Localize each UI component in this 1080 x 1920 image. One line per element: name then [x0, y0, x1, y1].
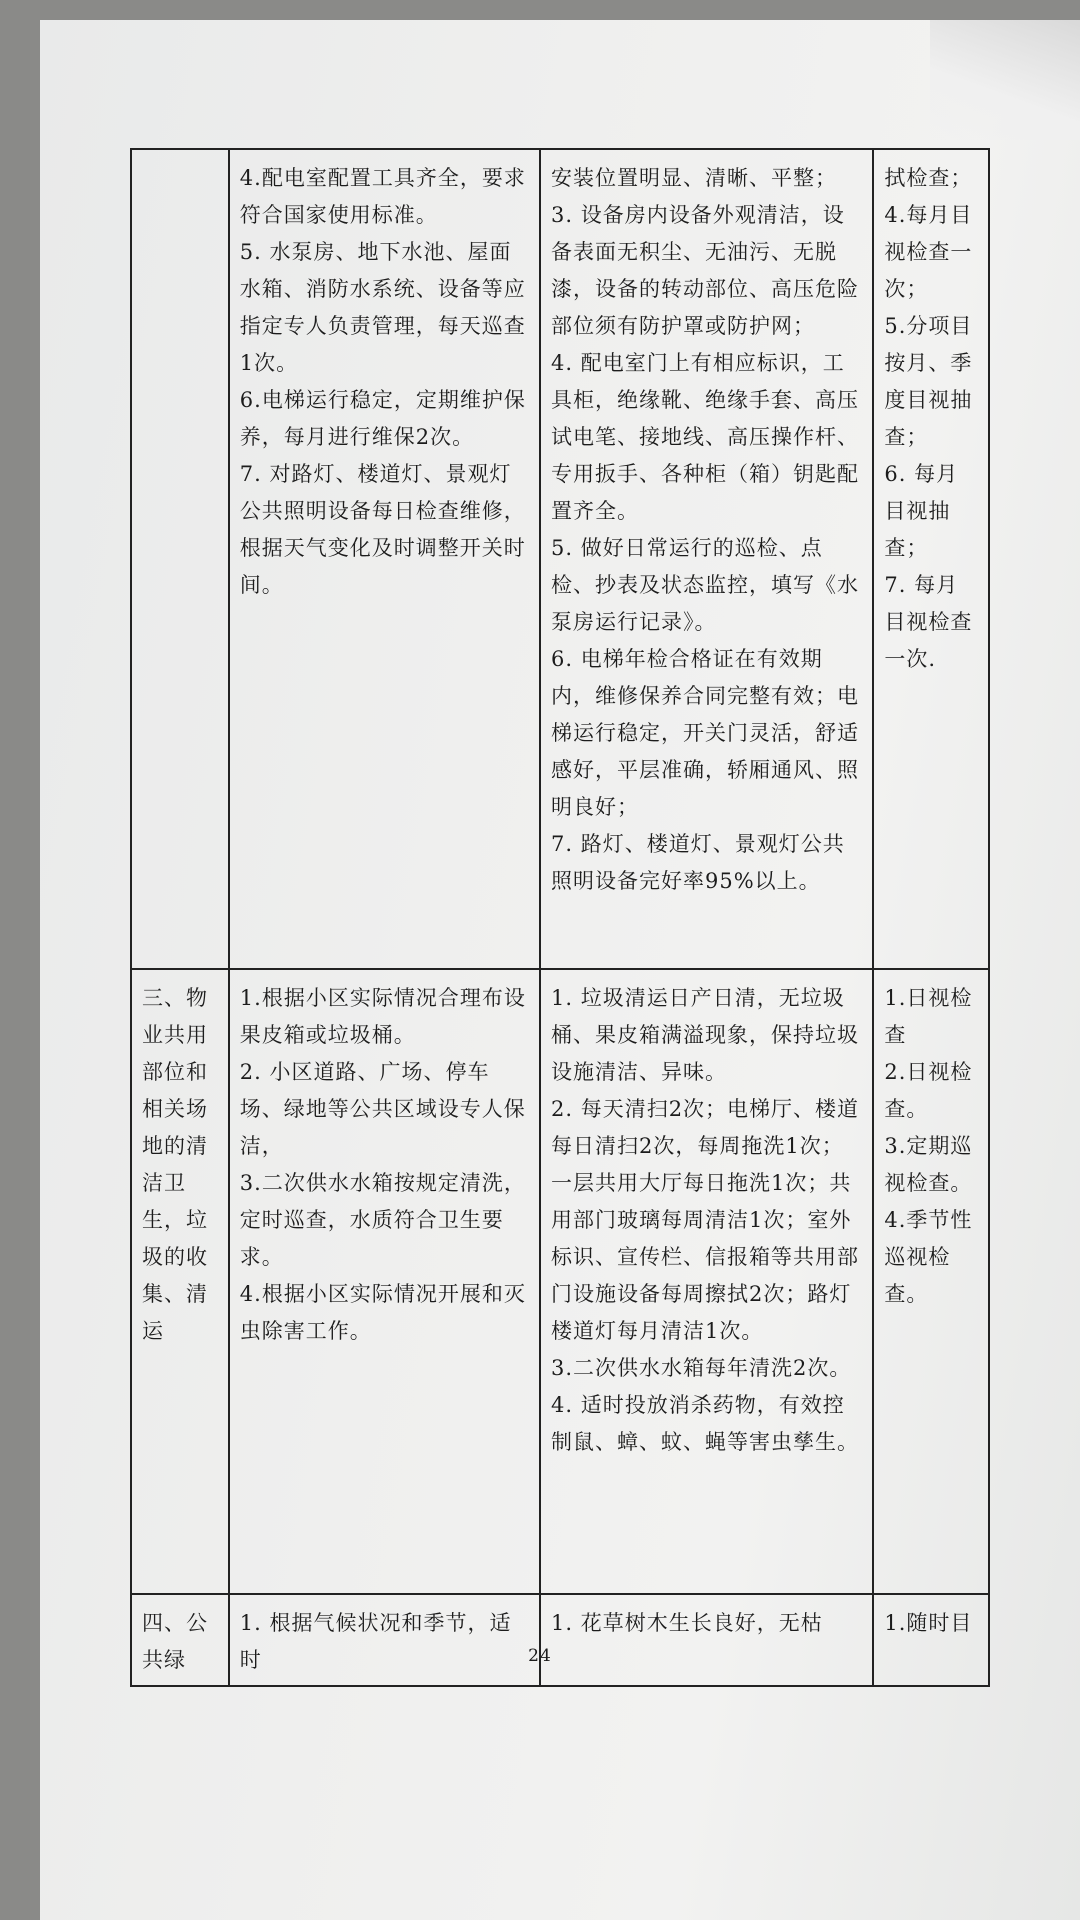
requirement-item: 6. 电梯年检合格证在有效期内，维修保养合同完整有效；电梯运行稳定，开关门灵活，舒适感好，平层准确，轿厢通风、照明良好；: [550, 647, 859, 819]
standards-cell: [229, 1594, 540, 1686]
category-cell: 三、物业共用部位和相关场地的清洁卫生，垃圾的收集、清运: [131, 969, 229, 1594]
requirement-item: 3. 设备房内设备外观清洁，设备表面无积尘、无油污、无脱漆，设备的转动部位、高压危险部位须有防护罩或防护网；: [550, 203, 859, 338]
table-row: [131, 969, 989, 1594]
requirement-item: 4. 配电室门上有相应标识，工具柜，绝缘靴、绝缘手套、高压试电笔、接地线、高压操作杆、专用扳手、各种柜（箱）钥匙配置齐全。: [550, 351, 859, 523]
requirements-cell: [540, 969, 873, 1594]
standard-item: 2. 小区道路、广场、停车场、绿地等公共区域设专人保洁，: [239, 1060, 526, 1158]
standard-item: 6.电梯运行稳定，定期维护保养，每月进行维保2次。: [239, 388, 526, 449]
inspection-cell: [873, 969, 989, 1594]
requirements-cell: [540, 1594, 873, 1686]
inspection-cell: [873, 149, 989, 969]
inspection-item: 7. 每月目视检查一次.: [884, 573, 973, 671]
requirement-item: 1. 花草树木生长良好，无枯: [550, 1611, 823, 1635]
standard-item: 4.配电室配置工具齐全，要求符合国家使用标准。: [239, 166, 526, 227]
inspection-item: 1.日视检查: [884, 986, 973, 1047]
inspection-item: 4.每月目视检查一次；: [884, 203, 973, 301]
standard-item: 4.根据小区实际情况开展和灭虫除害工作。: [239, 1282, 526, 1343]
requirement-item: 安装位置明显、清晰、平整；: [550, 166, 837, 190]
property-service-standards-table: [130, 148, 990, 1687]
standard-item: 7. 对路灯、楼道灯、景观灯公共照明设备每日检查维修，根据天气变化及时调整开关时间。: [239, 462, 526, 597]
requirement-item: 7. 路灯、楼道灯、景观灯公共照明设备完好率95%以上。: [550, 832, 845, 893]
table-row: [131, 1594, 989, 1686]
requirement-item: 3.二次供水水箱每年清洗2次。: [550, 1356, 852, 1380]
category-cell: 四、公共绿: [131, 1594, 229, 1686]
inspection-item: 4.季节性巡视检查。: [884, 1208, 973, 1306]
inspection-item: 3.定期巡视检查。: [884, 1134, 973, 1195]
page-number: 24: [528, 1646, 552, 1666]
standard-item: 1. 根据气候状况和季节，适时: [239, 1611, 512, 1672]
inspection-item: 5.分项目按月、季度目视抽查；: [884, 314, 973, 449]
page-shadow: [930, 20, 1080, 140]
requirement-item: 1. 垃圾清运日产日清，无垃圾桶、果皮箱满溢现象，保持垃圾设施清洁、异味。: [550, 986, 859, 1084]
standard-item: 1.根据小区实际情况合理布设果皮箱或垃圾桶。: [239, 986, 526, 1047]
category-cell: [131, 149, 229, 969]
standards-cell: [229, 969, 540, 1594]
table-row: [131, 149, 989, 969]
requirement-item: 2. 每天清扫2次；电梯厅、楼道每日清扫2次，每周拖洗1次；一层共用大厅每日拖洗1次；共用部门玻璃每周清洁1次；室外标识、宣传栏、信报箱等共用部门设施设备每周擦拭2次；路灯楼道灯每月清洁1次。: [550, 1097, 860, 1343]
requirement-item: 5. 做好日常运行的巡检、点检、抄表及状态监控，填写《水泵房运行记录》。: [550, 536, 859, 634]
requirements-cell: [540, 149, 873, 969]
requirement-item: 4. 适时投放消杀药物，有效控制鼠、蟑、蚊、蝇等害虫孳生。: [550, 1393, 859, 1454]
standard-item: 3.二次供水水箱按规定清洗，定时巡查，水质符合卫生要求。: [239, 1171, 526, 1269]
inspection-item: 6. 每月目视抽查；: [884, 462, 959, 560]
standards-cell: [229, 149, 540, 969]
inspection-item: 2.日视检查。: [884, 1060, 973, 1121]
inspection-item: 拭检查；: [884, 166, 973, 190]
inspection-cell: [873, 1594, 989, 1686]
inspection-item: 1.随时目: [884, 1611, 973, 1635]
standard-item: 5. 水泵房、地下水池、屋面水箱、消防水系统、设备等应指定专人负责管理，每天巡查1次。: [239, 240, 526, 375]
